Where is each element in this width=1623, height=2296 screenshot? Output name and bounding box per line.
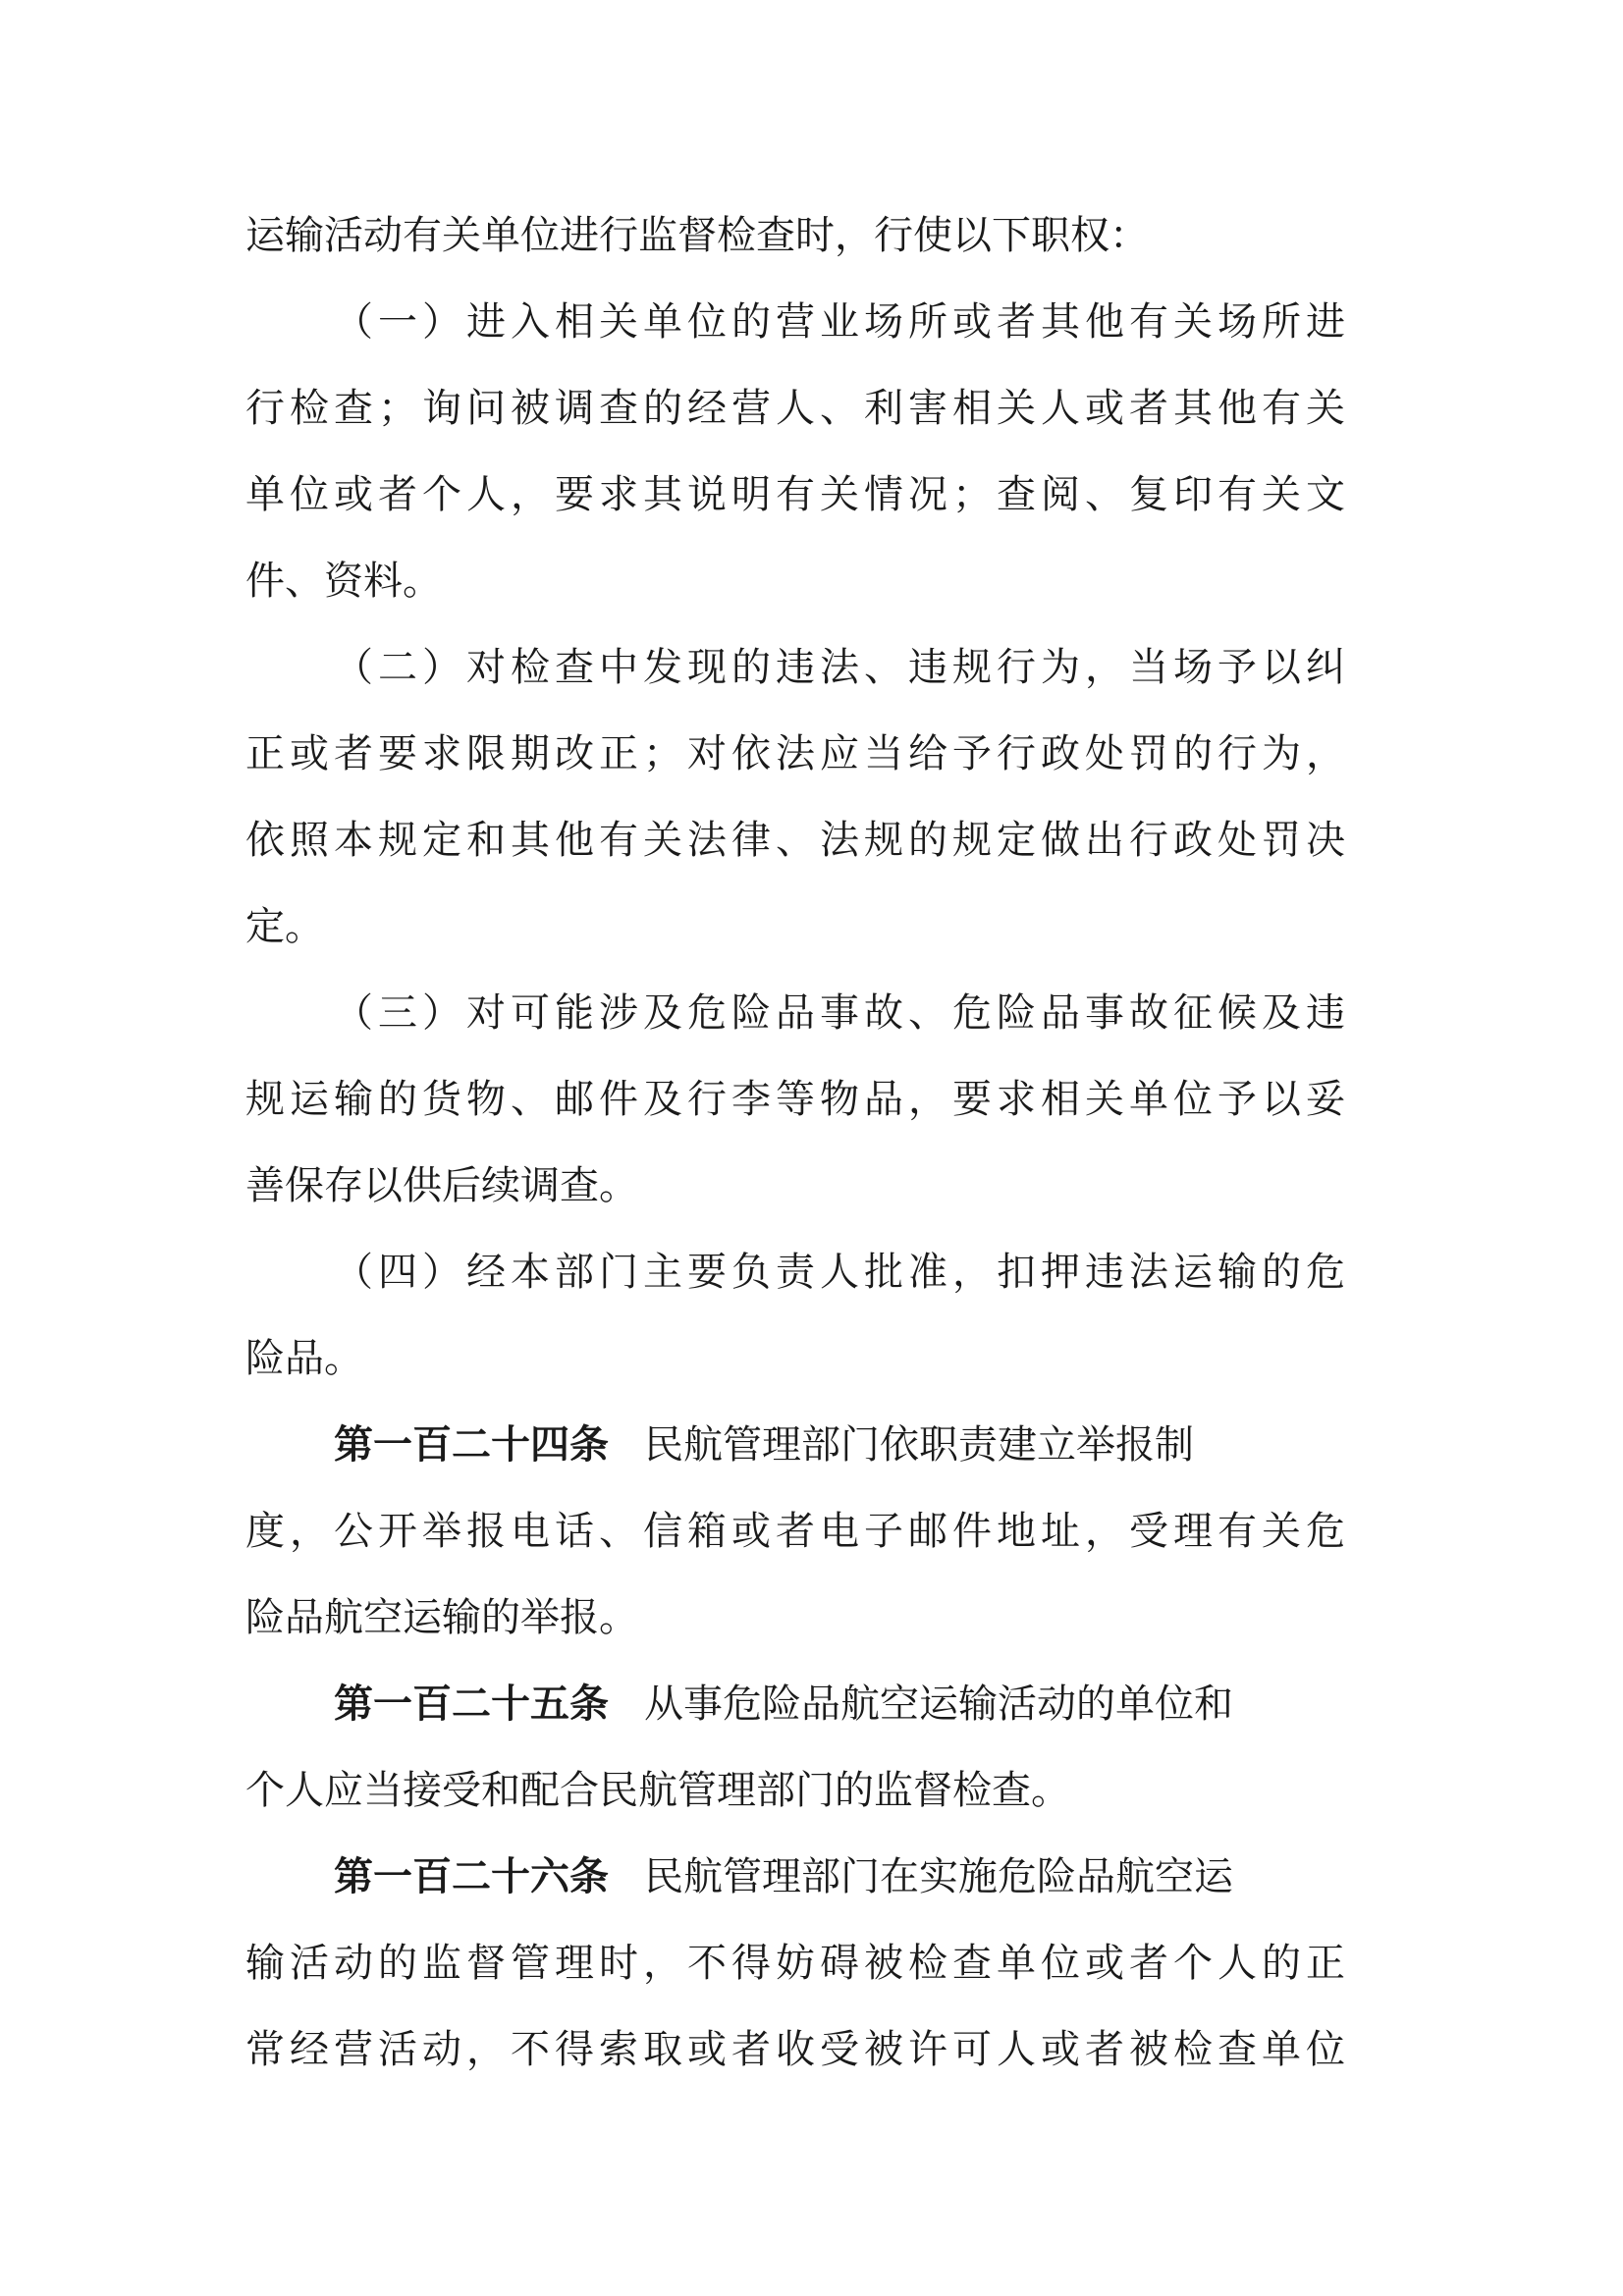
clause-1-line-1: （一）进入相关单位的营业场所或者其他有关场所进	[334, 299, 1345, 345]
article-125-text: 从事危险品航空运输活动的单位和	[644, 1682, 1233, 1727]
article-126-line-1	[245, 1847, 1345, 1906]
article-125-heading: 第一百二十五条	[334, 1681, 609, 1727]
clause-1-line-2: 行检查；询问被调查的经营人、利害相关人或者其他有关	[245, 386, 1345, 431]
clause-3-line-1: （三）对可能涉及危险品事故、危险品事故征候及违	[334, 990, 1345, 1036]
article-126-text: 民航管理部门在实施危险品航空运	[644, 1854, 1233, 1899]
article-124-heading: 第一百二十四条	[334, 1421, 609, 1468]
clause-3-line-3: 善保存以供后续调查。	[245, 1163, 638, 1208]
clause-4-line-1: （四）经本部门主要负责人批准，扣押违法运输的危	[334, 1250, 1345, 1295]
article-126-line-2: 输活动的监督管理时，不得妨碍被检查单位或者个人的正	[245, 1941, 1345, 1986]
clause-2-line-3: 依照本规定和其他有关法律、法规的规定做出行政处罚决	[245, 818, 1345, 863]
article-124-text: 民航管理部门依职责建立举报制	[644, 1422, 1194, 1468]
clause-3-line-2: 规运输的货物、邮件及行李等物品，要求相关单位予以妥	[245, 1077, 1345, 1122]
clause-1-line-3: 单位或者个人，要求其说明有关情况；查阅、复印有关文	[245, 472, 1345, 517]
clause-2-line-4: 定。	[245, 904, 324, 949]
article-124-line-3: 险品航空运输的举报。	[245, 1595, 638, 1640]
article-126-heading: 第一百二十六条	[334, 1853, 609, 1899]
article-124-line-2: 度，公开举报电话、信箱或者电子邮件地址，受理有关危	[245, 1509, 1345, 1554]
article-124-line-1	[245, 1415, 1345, 1474]
clause-4-line-2: 险品。	[245, 1336, 363, 1381]
clause-2-line-2: 正或者要求限期改正；对依法应当给予行政处罚的行为，	[245, 731, 1345, 776]
article-125-line-2: 个人应当接受和配合民航管理部门的监督检查。	[245, 1768, 1070, 1813]
clause-2-line-1: （二）对检查中发现的违法、违规行为，当场予以纠	[334, 645, 1345, 690]
clause-1-line-4: 件、资料。	[245, 559, 442, 604]
article-126-line-3: 常经营活动，不得索取或者收受被许可人或者被检查单位	[245, 2027, 1345, 2072]
text-line-1: 运输活动有关单位进行监督检查时，行使以下职权：	[245, 213, 1149, 258]
article-125-line-1	[245, 1675, 1345, 1734]
